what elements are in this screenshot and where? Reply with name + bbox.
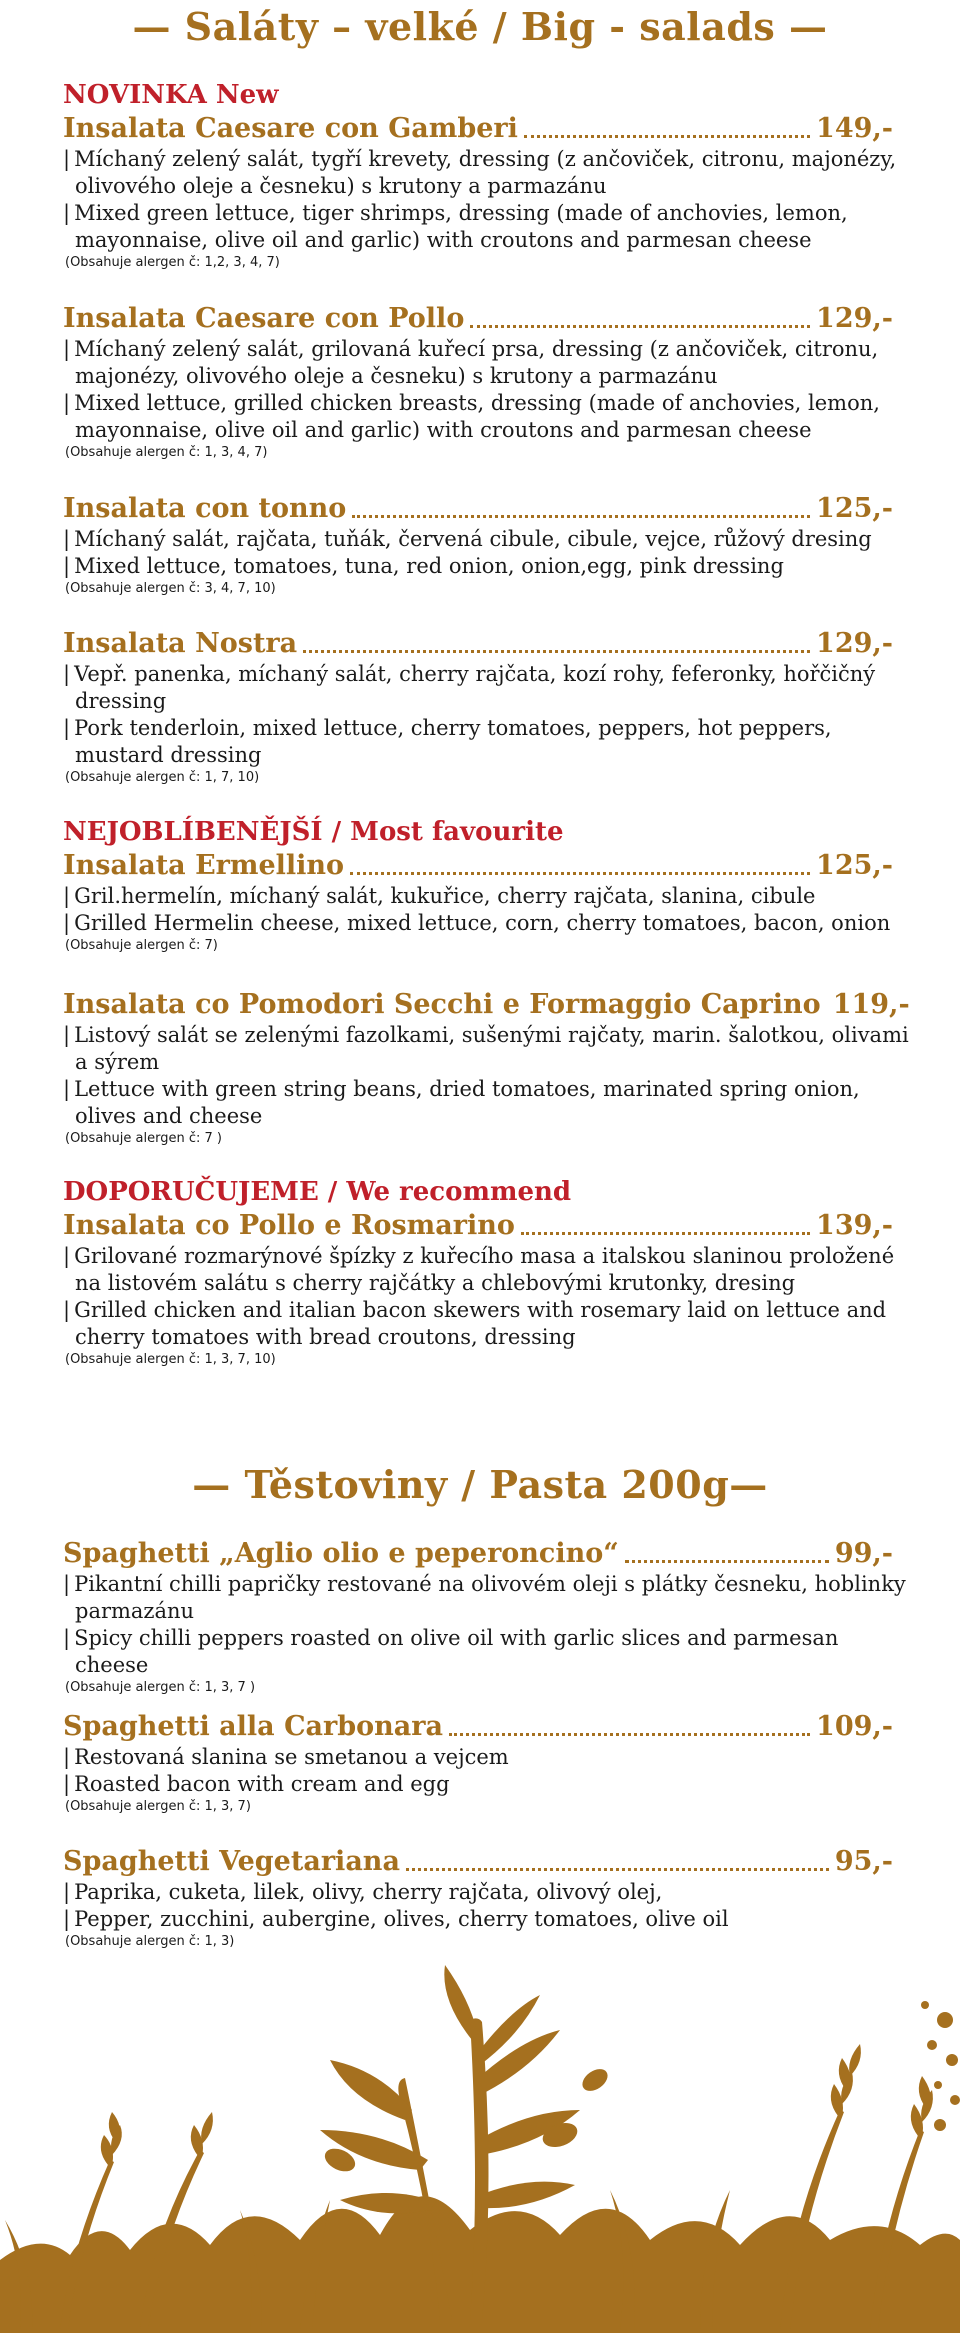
item-description-cz: | Gril.hermelín, míchaný salát, kukuřice, cherry rajčata, slanina, cibule xyxy=(63,884,816,908)
dot-leader xyxy=(406,1868,829,1871)
dot-leader xyxy=(521,1232,810,1235)
item-name: Insalata con tonno xyxy=(63,493,347,524)
item-price: 119,- xyxy=(832,989,910,1020)
item-name: Spaghetti Vegetariana xyxy=(63,1846,400,1877)
item-name: Insalata co Pollo e Rosmarino xyxy=(63,1210,515,1241)
item-price: 125,- xyxy=(816,850,893,881)
menu-item-pomodori-secchi xyxy=(63,988,913,1147)
menu-item-caesare-pollo xyxy=(63,302,913,461)
item-name-row xyxy=(63,627,893,661)
item-description-en: | Spicy chilli peppers roasted on olive oil with garlic slices and parmesan cheese xyxy=(63,1626,839,1677)
item-description-en: | Pork tenderloin, mixed lettuce, cherry tomatoes, peppers, hot peppers, mustard dressing xyxy=(63,716,832,767)
item-price: 95,- xyxy=(834,1846,893,1877)
item-tag-favourite: NEJOBLÍBENĚJŠÍ / Most favourite xyxy=(63,817,564,847)
item-description-cz: | Vepř. panenka, míchaný salát, cherry rajčata, kozí rohy, feferonky, hořčičný dressing xyxy=(63,662,876,713)
menu-item-con-tonno xyxy=(63,492,913,597)
item-name: Spaghetti „Aglio olio e peperoncino“ xyxy=(63,1538,619,1569)
menu-item-vegetariana xyxy=(63,1845,913,1950)
dot-leader xyxy=(303,650,810,653)
menu-item-pollo-rosmarino xyxy=(63,1175,913,1368)
item-price: 125,- xyxy=(816,493,893,524)
menu-item-nostra xyxy=(63,627,913,786)
item-name: Insalata Nostra xyxy=(63,628,298,659)
item-name: Insalata Caesare con Gamberi xyxy=(63,113,518,144)
item-name: Insalata Ermellino xyxy=(63,850,345,881)
menu-item-caesare-gamberi xyxy=(63,78,913,271)
dot-leader xyxy=(524,135,810,138)
item-description-en: | Grilled chicken and italian bacon skewers with rosemary laid on lettuce and cherry tomatoes with bread croutons, dressing xyxy=(63,1298,887,1349)
item-name: Insalata co Pomodori Secchi e Formaggio Caprino xyxy=(63,989,821,1020)
item-price: 139,- xyxy=(816,1210,893,1241)
dot-leader xyxy=(625,1560,829,1563)
item-description-en: | Mixed lettuce, tomatoes, tuna, red onion, onion,egg, pink dressing xyxy=(63,554,784,578)
item-allergens: (Obsahuje alergen č: 1, 3, 4, 7) xyxy=(65,445,268,460)
item-tag-recommend: DOPORUČUJEME / We recommend xyxy=(63,1177,572,1207)
item-description-en: | Grilled Hermelin cheese, mixed lettuce, corn, cherry tomatoes, bacon, onion xyxy=(63,911,891,935)
item-name-row xyxy=(63,492,893,526)
item-description-cz: | Míchaný zelený salát, grilovaná kuřecí prsa, dressing (z ančoviček, citronu, majonézy, olivového oleje a česneku) s krutony a parmazánu xyxy=(63,337,879,388)
item-description-cz: | Míchaný salát, rajčata, tuňák, červená cibule, cibule, vejce, růžový dresing xyxy=(63,527,872,551)
item-description-en: | Lettuce with green string beans, dried tomatoes, marinated spring onion, olives and cheese xyxy=(63,1077,860,1128)
item-allergens: (Obsahuje alergen č: 1, 3, 7, 10) xyxy=(65,1352,276,1367)
item-allergens: (Obsahuje alergen č: 3, 4, 7, 10) xyxy=(65,581,276,596)
grass-silhouette-illustration xyxy=(0,1960,960,2333)
item-tag-new: NOVINKA New xyxy=(63,80,279,110)
item-name-row xyxy=(63,1710,893,1744)
menu-item-ermellino xyxy=(63,815,913,954)
item-description-en: | Mixed lettuce, grilled chicken breasts, dressing (made of anchovies, lemon, mayonnaise, olive oil and garlic) with croutons and parmesan cheese xyxy=(63,391,880,442)
item-allergens: (Obsahuje alergen č: 1, 3) xyxy=(65,1934,235,1949)
item-name-row xyxy=(63,1845,893,1879)
dot-leader xyxy=(449,1733,810,1736)
item-price: 149,- xyxy=(816,113,893,144)
item-description-cz: | Restovaná slanina se smetanou a vejcem xyxy=(63,1745,509,1769)
item-description-cz: | Paprika, cuketa, lilek, olivy, cherry rajčata, olivový olej, xyxy=(63,1880,663,1904)
item-allergens: (Obsahuje alergen č: 1,2, 3, 4, 7) xyxy=(65,255,280,270)
item-description-cz: | Listový salát se zelenými fazolkami, sušenými rajčaty, marin. šalotkou, olivami a sýrem xyxy=(63,1023,909,1074)
salads-section-title: — Saláty – velké / Big - salads — xyxy=(132,4,828,49)
item-description-en: | Mixed green lettuce, tiger shrimps, dressing (made of anchovies, lemon, mayonnaise, olive oil and garlic) with croutons and parmesan cheese xyxy=(63,201,848,252)
item-allergens: (Obsahuje alergen č: 1, 3, 7 ) xyxy=(65,1680,256,1695)
item-name: Insalata Caesare con Pollo xyxy=(63,303,465,334)
menu-item-aglio-olio xyxy=(63,1537,913,1696)
item-allergens: (Obsahuje alergen č: 7 ) xyxy=(65,1131,222,1146)
item-name-row xyxy=(63,1209,893,1243)
pasta-section-title: — Těstoviny / Pasta 200g— xyxy=(192,1462,768,1507)
item-description-en: | Roasted bacon with cream and egg xyxy=(63,1772,450,1796)
item-name-row xyxy=(63,1537,893,1571)
dot-leader xyxy=(352,515,810,518)
item-allergens: (Obsahuje alergen č: 1, 7, 10) xyxy=(65,770,260,785)
dot-leader xyxy=(350,872,810,875)
item-price: 129,- xyxy=(816,303,893,334)
item-description-cz: | Grilované rozmarýnové špízky z kuřecího masa a italskou slaninou proložené na listovém salátu s cherry rajčátky a chlebovými krutonky, dresing xyxy=(63,1244,895,1295)
item-price: 99,- xyxy=(834,1538,893,1569)
item-name-row xyxy=(63,302,893,336)
item-price: 109,- xyxy=(816,1711,893,1742)
item-allergens: (Obsahuje alergen č: 1, 3, 7) xyxy=(65,1799,251,1814)
item-name-row xyxy=(63,112,893,146)
item-allergens: (Obsahuje alergen č: 7) xyxy=(65,938,218,953)
menu-item-carbonara xyxy=(63,1710,913,1815)
item-description-cz: | Pikantní chilli papričky restované na olivovém oleji s plátky česneku, hoblinky parmazánu xyxy=(63,1572,906,1623)
item-description-en: | Pepper, zucchini, aubergine, olives, cherry tomatoes, olive oil xyxy=(63,1907,729,1931)
item-price: 129,- xyxy=(816,628,893,659)
item-name: Spaghetti alla Carbonara xyxy=(63,1711,444,1742)
dot-leader xyxy=(470,325,810,328)
item-name-row xyxy=(63,988,910,1022)
item-description-cz: | Míchaný zelený salát, tygří krevety, dressing (z ančoviček, citronu, majonézy, olivového oleje a česneku) s krutony a parmazánu xyxy=(63,147,897,198)
item-name-row xyxy=(63,849,893,883)
